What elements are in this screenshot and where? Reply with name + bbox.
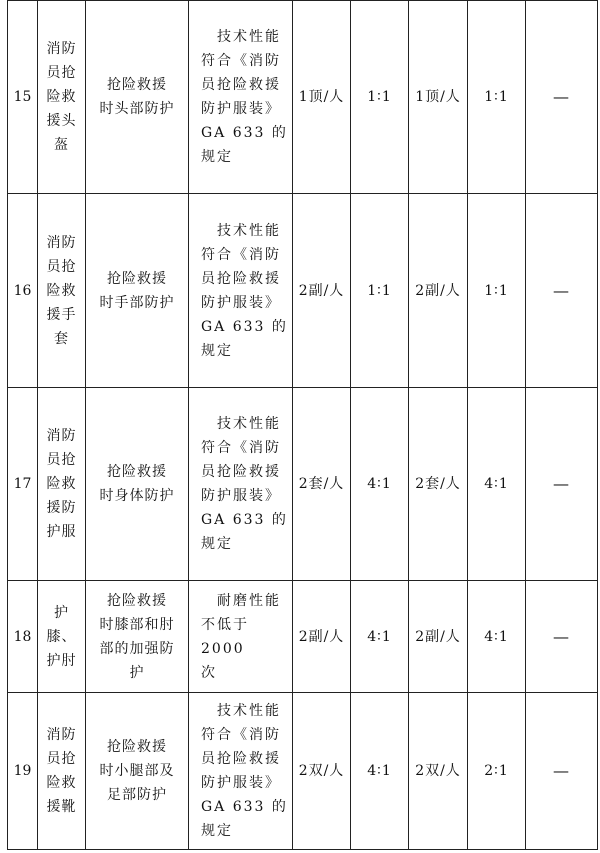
ratio-b: 1∶1: [468, 1, 526, 194]
ratio-a: 4∶1: [351, 581, 409, 693]
equipment-function: 抢险救援 时膝部和肘 部的加强防 护: [86, 581, 189, 693]
equipment-function: 抢险救援 时手部防护: [86, 194, 189, 388]
equipment-function: 抢险救援 时小腿部及 足部防护: [86, 693, 189, 850]
row-number: 18: [8, 581, 38, 693]
row-number: 15: [8, 1, 38, 194]
equipment-name: 消防 员抢 险救 援头 盔: [38, 1, 86, 194]
quota-a: 2套/人: [293, 388, 351, 581]
ratio-b: 4∶1: [468, 388, 526, 581]
equipment-spec: 技术性能 符合《消防 员抢险救援 防护服装》 GA 633 的 规定: [189, 1, 293, 194]
quota-b: 2双/人: [409, 693, 468, 850]
equipment-function: 抢险救援 时头部防护: [86, 1, 189, 194]
equipment-spec: 技术性能 符合《消防 员抢险救援 防护服装》 GA 633 的 规定: [189, 693, 293, 850]
row-number: 16: [8, 194, 38, 388]
quota-b: 1顶/人: [409, 1, 468, 194]
equipment-spec: 技术性能 符合《消防 员抢险救援 防护服装》 GA 633 的 规定: [189, 194, 293, 388]
row-number: 19: [8, 693, 38, 850]
ratio-a: 4∶1: [351, 693, 409, 850]
equipment-spec: 耐磨性能 不低于 2000 次: [189, 581, 293, 693]
equipment-spec-table: [7, 0, 598, 850]
quota-a: 2双/人: [293, 693, 351, 850]
quota-b: 2套/人: [409, 388, 468, 581]
equipment-name: 护膝、 护肘: [38, 581, 86, 693]
remark: —: [526, 693, 598, 850]
ratio-a: 4∶1: [351, 388, 409, 581]
table-row: [8, 693, 598, 850]
table-row: [8, 1, 598, 194]
table-row: [8, 581, 598, 693]
row-number: 17: [8, 388, 38, 581]
equipment-name: 消防 员抢 险救 援手 套: [38, 194, 86, 388]
table-row: [8, 388, 598, 581]
ratio-a: 1∶1: [351, 1, 409, 194]
ratio-b: 2∶1: [468, 693, 526, 850]
equipment-name: 消防 员抢 险救 援靴: [38, 693, 86, 850]
table-row: [8, 194, 598, 388]
remark: —: [526, 388, 598, 581]
remark: —: [526, 194, 598, 388]
quota-b: 2副/人: [409, 194, 468, 388]
equipment-spec: 技术性能 符合《消防 员抢险救援 防护服装》 GA 633 的 规定: [189, 388, 293, 581]
equipment-name: 消防 员抢 险救 援防 护服: [38, 388, 86, 581]
ratio-b: 4∶1: [468, 581, 526, 693]
remark: —: [526, 1, 598, 194]
remark: —: [526, 581, 598, 693]
quota-a: 1顶/人: [293, 1, 351, 194]
ratio-b: 1∶1: [468, 194, 526, 388]
ratio-a: 1∶1: [351, 194, 409, 388]
quota-b: 2副/人: [409, 581, 468, 693]
quota-a: 2副/人: [293, 581, 351, 693]
equipment-function: 抢险救援 时身体防护: [86, 388, 189, 581]
quota-a: 2副/人: [293, 194, 351, 388]
